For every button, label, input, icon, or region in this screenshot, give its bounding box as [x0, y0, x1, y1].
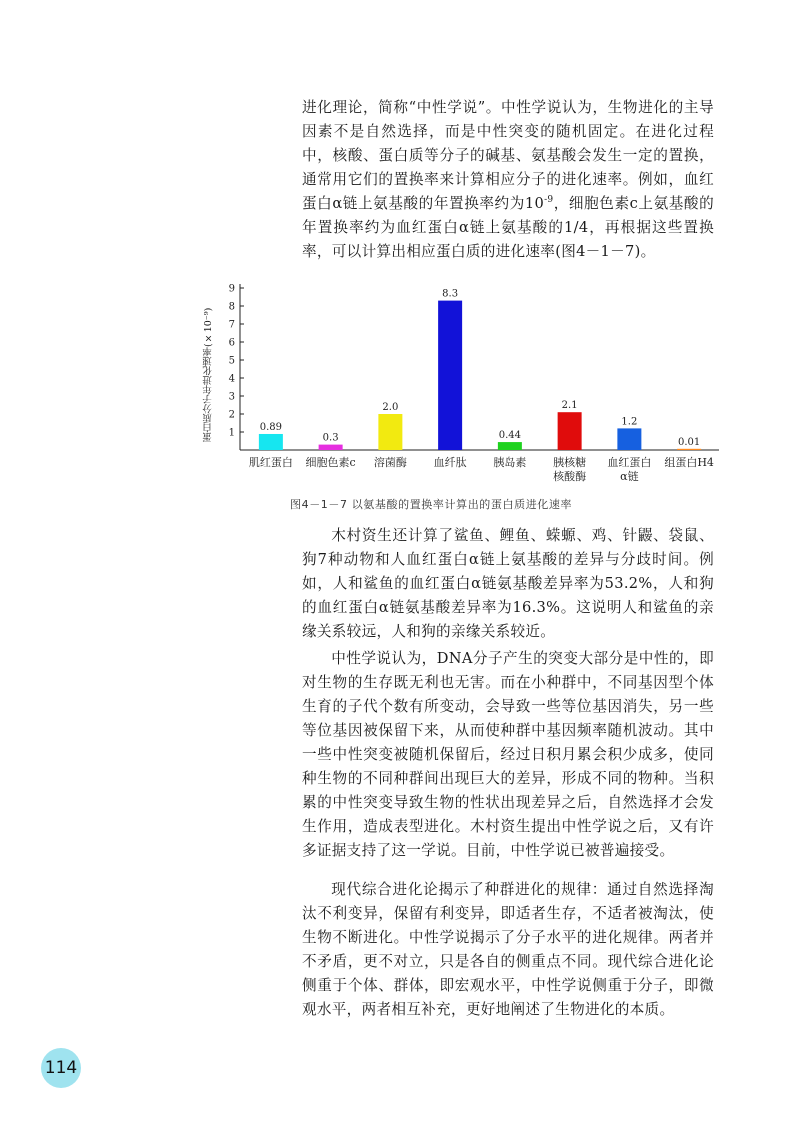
x-category-label: 组蛋白H4 [664, 456, 714, 469]
bar-chart [200, 276, 720, 490]
bar-value-label: 2.1 [561, 400, 578, 412]
paragraph-intro: 进化理论，简称“中性学说”。中性学说认为，生物进化的主导因素不是自然选择，而是中性突变的随机固定。在进化过程中，核酸、蛋白质等分子的碱基、氨基酸会发生一定的置换，通常用它们的置换率来计算相应分子的进化速率。例如，血红蛋白α链上氨基酸的年置换率约为$10^{-9}$，细胞色素c上氨基酸的年置换率约为血红蛋白α链上氨基酸的1/4，再根据这些置换率，可以计算出相应蛋白质的进化速率(图4－1－7)。 [302, 99, 714, 260]
bar [438, 301, 462, 450]
y-tick-label: 2 [228, 409, 235, 421]
x-category-label: 胰核糖 [553, 456, 587, 469]
y-tick-label: 9 [228, 283, 235, 295]
x-category-label: 血纤肽 [433, 456, 467, 469]
bar-value-label: 0.44 [498, 430, 522, 442]
bar-value-label: 2.0 [382, 402, 399, 413]
bar-value-label: 0.3 [322, 432, 339, 444]
bar-value-label: 8.3 [442, 288, 459, 300]
paragraph-modern-synthesis: 现代综合进化论揭示了种群进化的规律：通过自然选择淘汰不利变异，保留有利变异，即适者生存，不适者被淘汰，使生物不断进化。中性学说揭示了分子水平的进化规律。两者并不矛盾，更不对立，只是各自的侧重点不同。现代综合进化论侧重于个体、群体，即宏观水平，中性学说侧重于分子，即微观水平，两者相互补充，更好地阐述了生物进化的本质。 [302, 881, 714, 1018]
x-category-label: 胰岛素 [493, 456, 527, 469]
paragraph-kimura-analysis: 木村资生还计算了鲨鱼、鲤鱼、蝾螈、鸡、针鼹、袋鼠、狗7种动物和人血红蛋白α链上氨基酸的差异与分歧时间。例如，人和鲨鱼的血红蛋白α链氨基酸差异率为53.2%，人和狗的血红蛋白α链氨基酸差异率为16.3%。这说明人和鲨鱼的亲缘关系较远，人和狗的亲缘关系较近。 [302, 527, 714, 640]
bar [558, 412, 582, 450]
y-tick-label: 7 [228, 319, 235, 331]
x-category-label: 血红蛋白 [607, 456, 652, 469]
bar-value-label: 1.2 [621, 416, 638, 428]
bar-chart-figure [200, 276, 720, 516]
x-category-label: 核酸酶 [553, 470, 587, 483]
figure-caption: 图4－1－7 以氨基酸的置换率计算出的蛋白质进化速率 [290, 498, 573, 511]
y-tick-label: 6 [228, 337, 235, 349]
bar [319, 445, 343, 450]
page-number: 114 [41, 1048, 81, 1088]
bar [617, 428, 641, 450]
bar-value-label: 0.89 [259, 421, 283, 433]
bar [378, 414, 402, 450]
x-category-label: 肌红蛋白 [248, 456, 293, 469]
chart-y-axis-label: 蛋白质分子年进化速率(×10⁻⁹) [203, 307, 214, 443]
y-tick-label: 5 [228, 355, 235, 367]
y-tick-label: 8 [228, 301, 235, 313]
y-tick-label: 1 [228, 427, 235, 439]
x-category-label: α链 [620, 470, 639, 483]
paragraph-neutral-theory: 中性学说认为，DNA分子产生的突变大部分是中性的，即对生物的生存既无利也无害。而在小种群中，不同基因型个体生育的子代个数有所变动，会导致一些等位基因消失，另一些等位基因被保留下来，从而使种群中基因频率随机波动。其中一些中性突变被随机保留后，经过日积月累会积少成多，使同种生物的不同种群间出现巨大的差异，形成不同的物种。当积累的中性突变导致生物的性状出现差异之后，自然选择才会发生作用，造成表型进化。木村资生提出中性学说之后，又有许多证据支持了这一学说。目前，中性学说已被普遍接受。 [302, 650, 714, 859]
y-tick-label: 4 [228, 373, 235, 385]
bar [498, 442, 522, 450]
x-category-label: 溶菌酶 [373, 456, 407, 469]
bar [259, 434, 283, 450]
bar-value-label: 0.01 [677, 436, 701, 448]
y-tick-label: 3 [228, 391, 235, 403]
x-category-label: 细胞色素c [305, 456, 356, 469]
bar [677, 449, 701, 450]
